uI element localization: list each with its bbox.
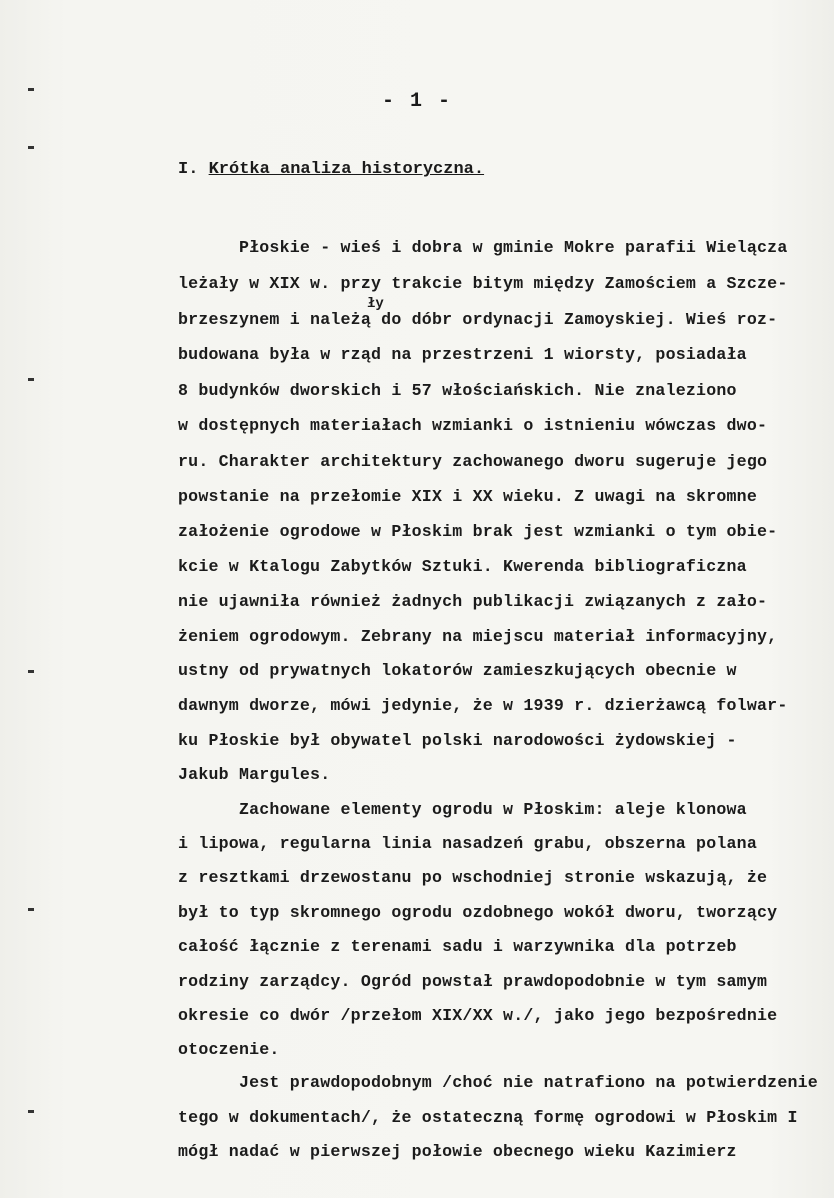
text-line: dawnym dworze, mówi jedynie, że w 1939 r. dzierżawcą folwar- <box>178 696 788 715</box>
text-line: powstanie na przełomie XIX i XX wieku. Z uwagi na skromne <box>178 487 757 506</box>
text-line: Płoskie - wieś i dobra w gminie Mokre parafii Wielącza <box>178 238 788 257</box>
section-heading <box>178 160 484 179</box>
text-line: ustny od prywatnych lokatorów zamieszkujących obecnie w <box>178 661 737 680</box>
text-line: Zachowane elementy ogrodu w Płoskim: aleje klonowa <box>178 800 747 819</box>
text-line: z resztkami drzewostanu po wschodniej stronie wskazują, że <box>178 868 768 887</box>
margin-mark <box>28 146 34 149</box>
text-line: założenie ogrodowe w Płoskim brak jest wzmianki o tym obie- <box>178 522 778 541</box>
text-line: okresie co dwór /przełom XIX/XX w./, jako jego bezpośrednie <box>178 1006 778 1025</box>
text-line: był to typ skromnego ogrodu ozdobnego wokół dworu, tworzący <box>178 903 778 922</box>
page-number: - 1 - <box>381 90 452 113</box>
text-line: w dostępnych materiałach wzmianki o istnieniu wówczas dwo- <box>178 416 768 435</box>
text-line: budowana była w rząd na przestrzeni 1 wiorsty, posiadała <box>178 345 747 364</box>
text-line: leżały w XIX w. przy trakcie bitym między Zamościem a Szcze- <box>178 274 788 293</box>
section-title: Krótka analiza historyczna. <box>208 160 485 179</box>
text-line: 8 budynków dworskich i 57 włościańskich. Nie znaleziono <box>178 381 737 400</box>
interlinear-correction: ły <box>367 296 384 312</box>
section-number: I. <box>178 160 209 179</box>
text-line: i lipowa, regularna linia nasadzeń grabu, obszerna polana <box>178 834 757 853</box>
margin-mark <box>28 378 34 381</box>
text-line: otoczenie. <box>178 1040 280 1059</box>
text-line: mógł nadać w pierwszej połowie obecnego wieku Kazimierz <box>178 1142 737 1161</box>
text-line: Jest prawdopodobnym /choć nie natrafiono na potwierdzenie <box>178 1073 818 1092</box>
text-line: ku Płoskie był obywatel polski narodowości żydowskiej - <box>178 731 737 750</box>
margin-mark <box>28 1110 34 1113</box>
text-line: tego w dokumentach/, że ostateczną formę ogrodowi w Płoskim I <box>178 1108 798 1127</box>
margin-mark <box>28 670 34 673</box>
text-line: kcie w Ktalogu Zabytków Sztuki. Kwerenda bibliograficzna <box>178 557 747 576</box>
text-line: rodziny zarządcy. Ogród powstał prawdopodobnie w tym samym <box>178 972 768 991</box>
text-line: nie ujawniła również żadnych publikacji związanych z zało- <box>178 592 768 611</box>
text-line: brzeszynem i należą do dóbr ordynacji Zamoyskiej. Wieś roz- <box>178 310 778 329</box>
text-line: całość łącznie z terenami sadu i warzywnika dla potrzeb <box>178 937 737 956</box>
text-line: Jakub Margules. <box>178 765 331 784</box>
text-line: ru. Charakter architektury zachowanego dworu sugeruje jego <box>178 452 768 471</box>
text-line: żeniem ogrodowym. Zebrany na miejscu materiał informacyjny, <box>178 627 778 646</box>
margin-mark <box>28 908 34 911</box>
